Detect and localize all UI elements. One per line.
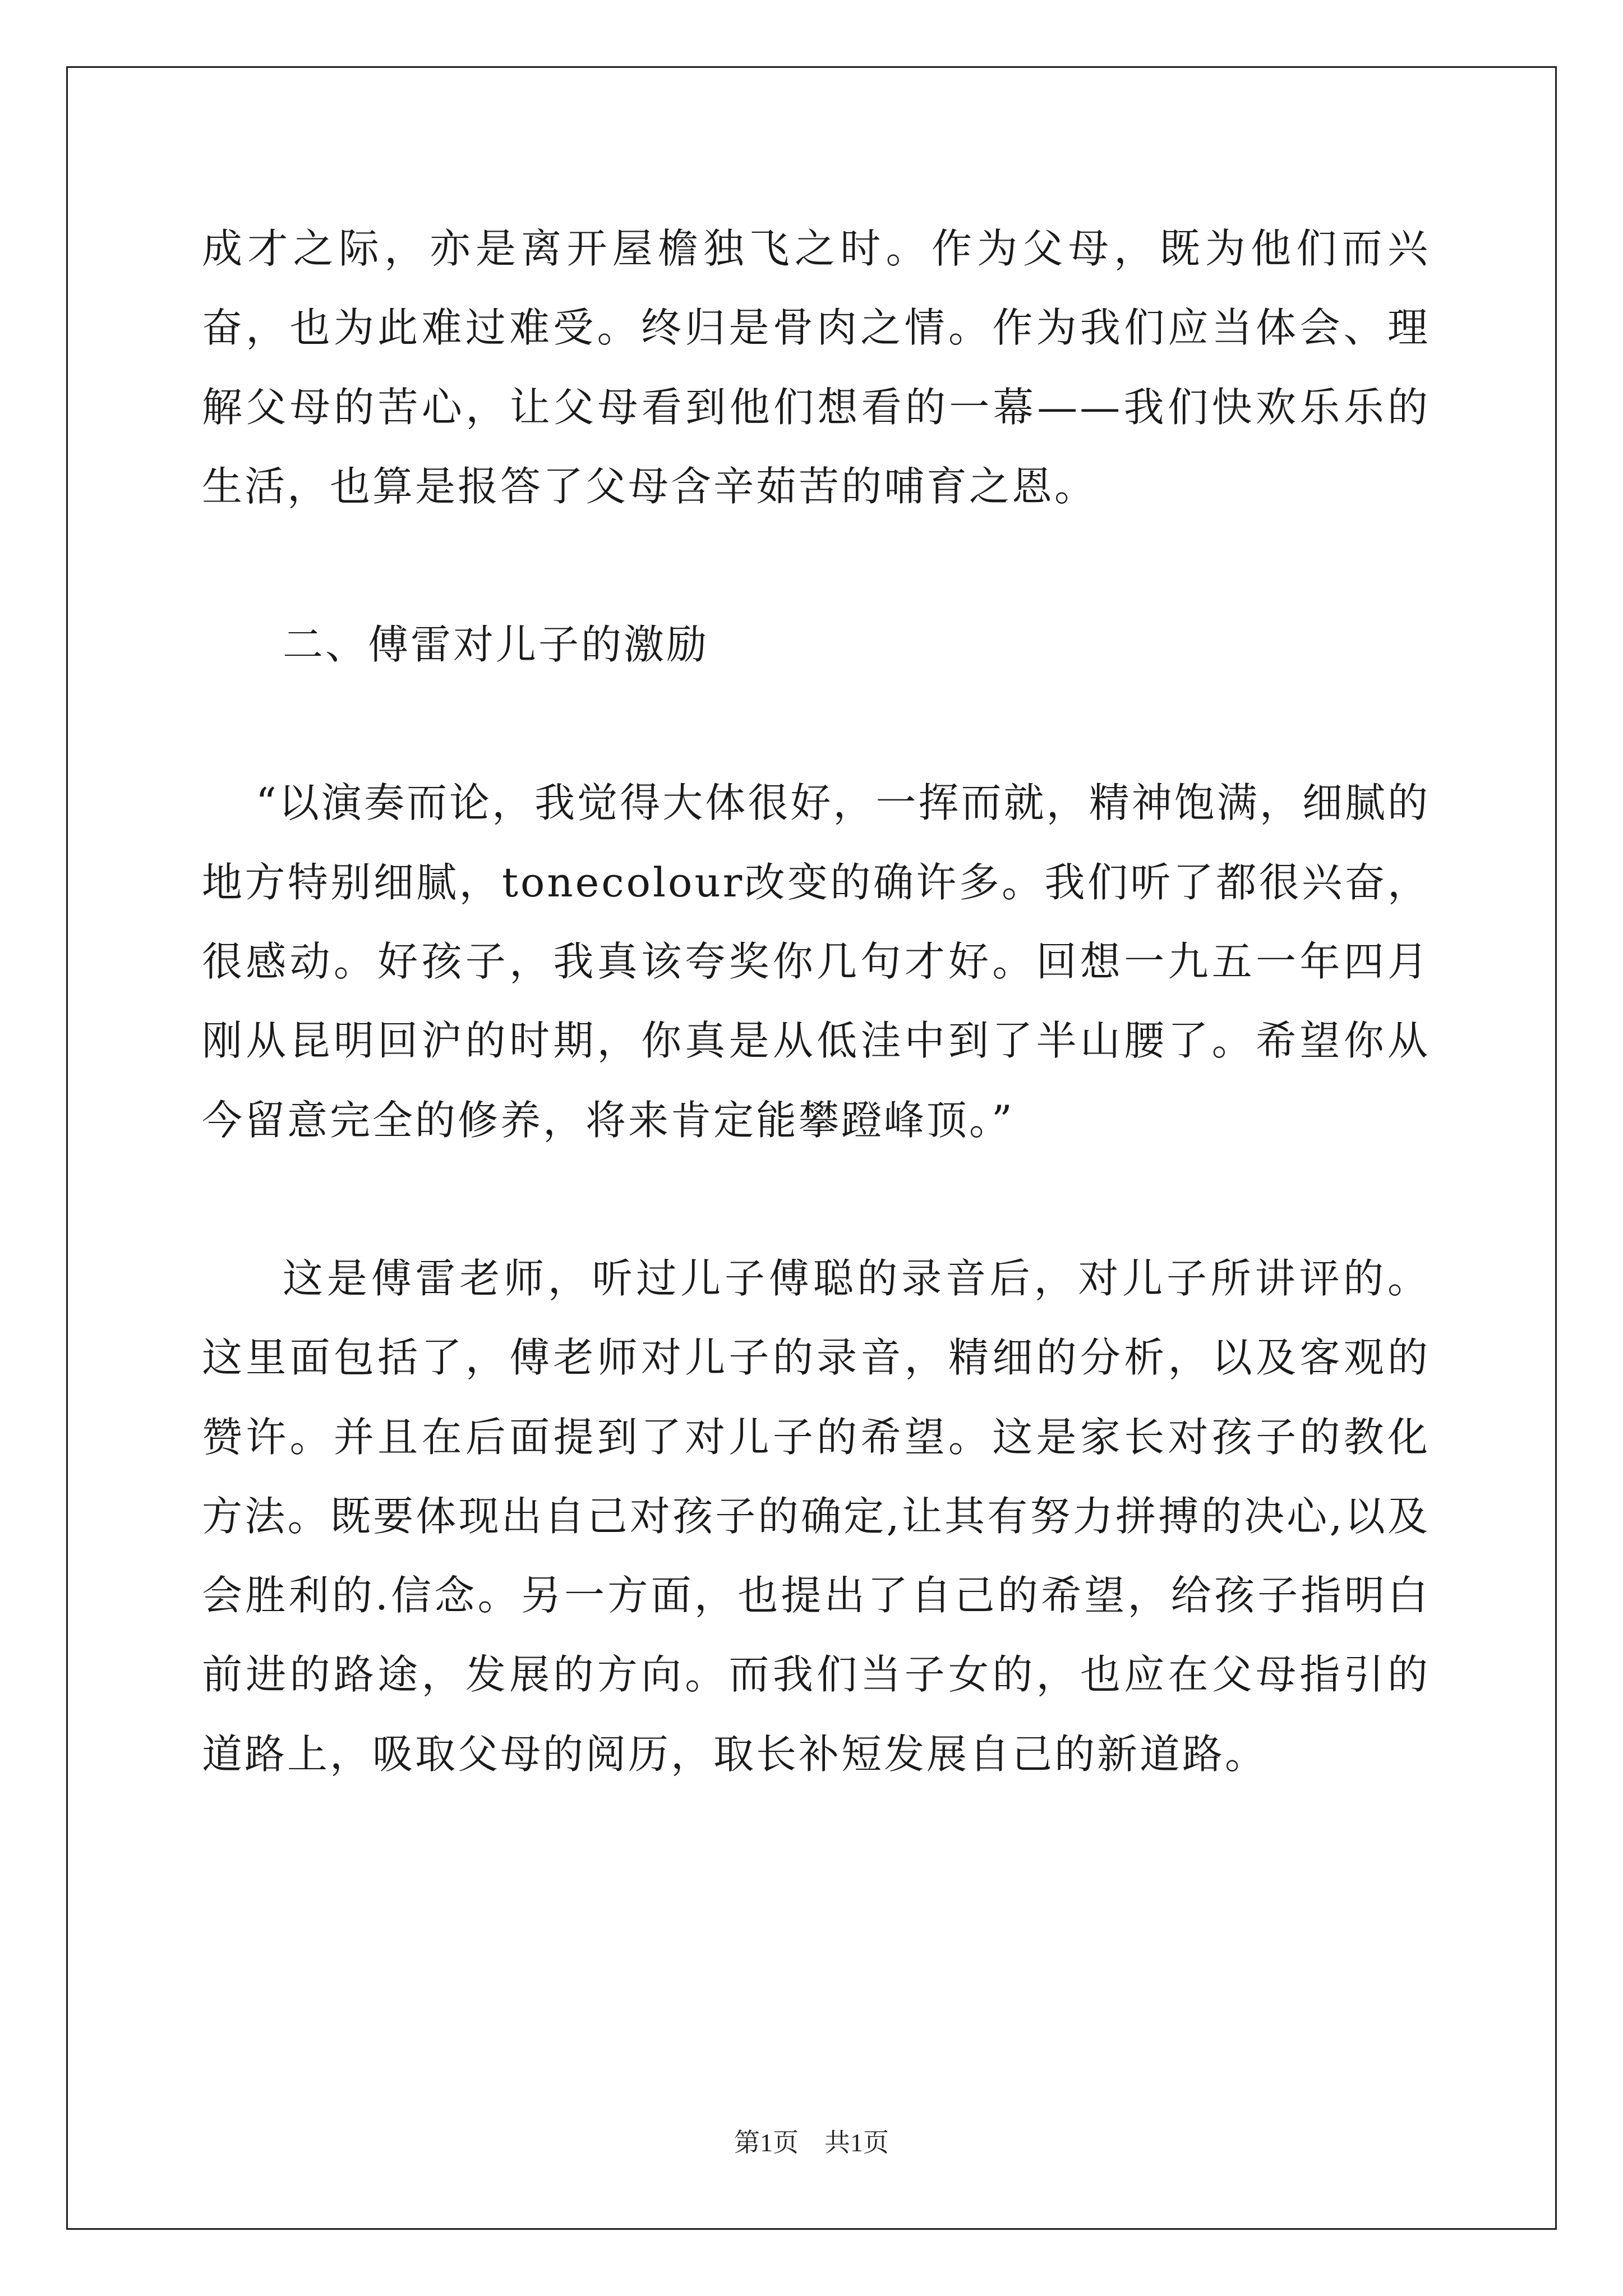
document-body: [202, 209, 1430, 1794]
quote-paragraph: “以演奏而论，我觉得大体很好，一挥而就，精神饱满，细腻的地方特别细腻，tonecolour改变的确许多。我们听了都很兴奋，很感动。好孩子，我真该夸奖你几句才好。回想一九五一年四月刚从昆明回沪的时期，你真是从低洼中到了半山腰了。希望你从今留意完全的修养，将来肯定能攀蹬峰顶。”: [202, 779, 1430, 1144]
commentary-paragraph: 这是傅雷老师，听过儿子傅聪的录音后，对儿子所讲评的。这里面包括了，傅老师对儿子的录音，精细的分析，以及客观的赞许。并且在后面提到了对儿子的希望。这是家长对孩子的教化方法。既要体现出自己对孩子的确定,让其有努力拼搏的决心,以及会胜利的.信念。另一方面，也提出了自己的希望，给孩子指明白前进的路途，发展的方向。而我们当子女的，也应在父母指引的道路上，吸取父母的阅历，取长补短发展自己的新道路。: [202, 1254, 1430, 1778]
section-heading: 二、傅雷对儿子的激励: [283, 621, 709, 669]
paragraph-continuation: 成才之际，亦是离开屋檐独飞之时。作为父母，既为他们而兴奋，也为此难过难受。终归是骨肉之情。作为我们应当体会、理解父母的苦心，让父母看到他们想看的一幕——我们快欢乐乐的生活，也算是报答了父母含辛茹苦的哺育之恩。: [202, 225, 1430, 510]
page-footer: 第1页 共1页: [734, 2128, 889, 2157]
